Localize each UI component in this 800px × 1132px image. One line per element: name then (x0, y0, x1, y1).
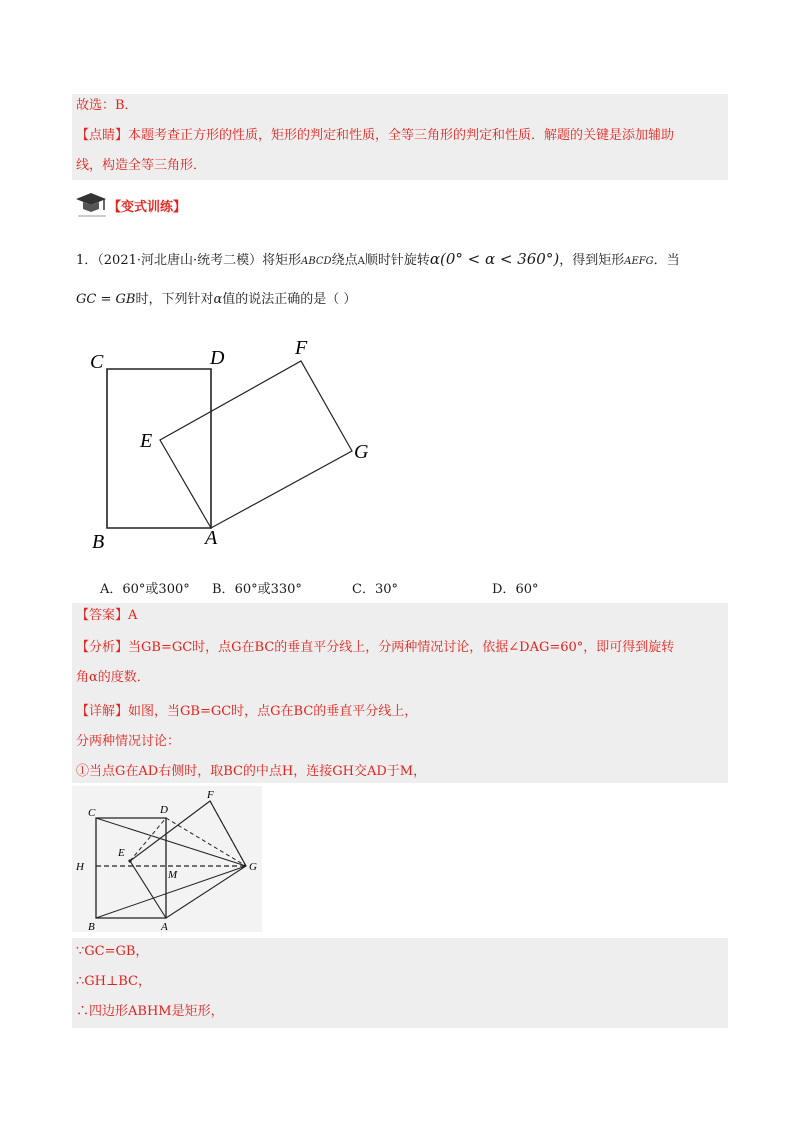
option-b-key: B． (212, 582, 235, 597)
fig2-label-g: G (249, 861, 257, 873)
fig2-label-b: B (88, 921, 95, 932)
proof-line-3: ∴四边形ABHM是矩形， (76, 1004, 224, 1019)
option-a-value: 60°或300° (122, 582, 190, 597)
option-b-value: 60°或330° (234, 582, 302, 597)
label-a: A (205, 527, 218, 549)
option-b[interactable] (212, 580, 302, 600)
when-text: ．当 (653, 253, 680, 268)
fig2-label-h: H (76, 861, 84, 873)
label-g: G (354, 441, 369, 463)
fig2-label-d: D (160, 804, 168, 816)
label-b: B (92, 531, 105, 553)
label-c: C (90, 351, 104, 373)
analysis-line-1: 【分析】当GB=GC时，点G在BC的垂直平分线上，分两种情况讨论，依据∠DAG=60°，即可得到旋转 (76, 640, 675, 655)
option-c-key: C． (352, 582, 375, 597)
condition: GC = GB (76, 292, 136, 307)
option-c[interactable] (352, 580, 398, 600)
alpha-range: α(0° < α < 360°) (429, 250, 560, 268)
ask-text: 值的说法正确的是（ ） (222, 292, 357, 307)
rect-abcd: ABCD (301, 256, 332, 267)
rect-aefg: AEFG (624, 256, 654, 267)
rotation-figure (80, 330, 380, 555)
label-d: D (210, 347, 225, 369)
option-a[interactable] (100, 580, 190, 600)
fig2-label-e: E (118, 847, 125, 859)
result-text: ，得到矩形 (559, 253, 625, 268)
option-a-key: A． (100, 582, 123, 597)
fig2-label-f: F (207, 789, 214, 801)
fig2-label-c: C (88, 807, 96, 819)
point-a: A (357, 256, 365, 267)
clockwise-text: 顺时针旋转 (364, 253, 430, 268)
proof-line-2: ∴GH⊥BC， (76, 974, 151, 989)
question-line-2 (76, 290, 356, 310)
rect-aefg-shape (160, 361, 352, 528)
rect-abcd-shape (107, 369, 211, 528)
proof-line-1: ∵GC=GB， (76, 944, 149, 959)
alpha-symbol: α (213, 292, 223, 307)
answer-line: 【答案】A (76, 608, 138, 623)
rest-text: 时，下列针对 (135, 292, 214, 307)
detail-line-3: ①当点G在AD右侧时，取BC的中点H，连接GH交AD于M， (76, 764, 427, 779)
analysis-line-2: 角α的度数． (76, 670, 150, 685)
detail-line-1: 【详解】如图，当GB=GC时，点G在BC的垂直平分线上， (76, 704, 418, 719)
conclusion-line: 故选：B． (76, 98, 138, 113)
question-line-1 (76, 249, 680, 272)
fig2-label-m: M (168, 869, 178, 881)
solution-figure (72, 786, 262, 932)
comment-line-2: 线，构造全等三角形． (76, 158, 207, 173)
graduation-cap-icon (74, 190, 108, 222)
comment-line-1: 【点睛】本题考查正方形的性质，矩形的判定和性质，全等三角形的判定和性质．解题的关键是添加辅助 (76, 128, 675, 143)
detail-line-2: 分两种情况讨论： (76, 734, 181, 749)
option-d[interactable] (492, 580, 538, 600)
option-d-key: D． (492, 582, 516, 597)
label-f: F (295, 337, 308, 359)
solution-block (72, 603, 728, 783)
label-e: E (140, 430, 153, 452)
option-c-value: 30° (374, 582, 398, 597)
question-source: （2021·河北唐山·统考二模）将矩形 (97, 253, 302, 268)
option-d-value: 60° (515, 582, 539, 597)
section-title: 【变式训练】 (108, 200, 187, 215)
around-text: 绕点 (331, 253, 358, 268)
question-number: 1． (76, 253, 98, 268)
fig2-label-a: A (161, 921, 168, 932)
